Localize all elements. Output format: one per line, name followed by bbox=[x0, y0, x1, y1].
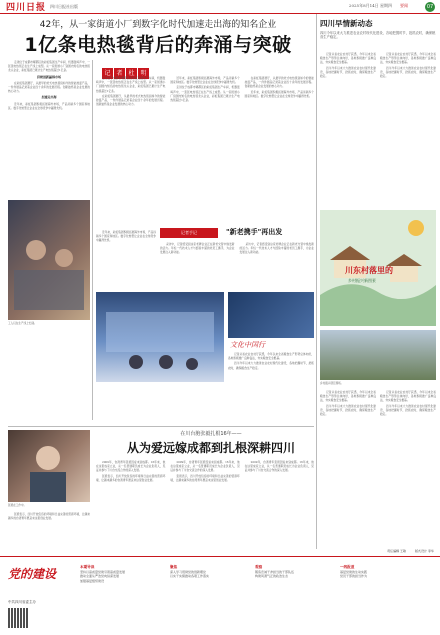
editor-name: 责任编辑 王敏 bbox=[387, 549, 407, 553]
feature-paragraph: 采访中，记者感受到这家老牌企业正在新老交替中焕发新的活力。年轻一代技术人才与经验丰富的老员工携手，为企业发展注入新动能。 bbox=[160, 242, 235, 255]
lead-paragraph: 在彩虹集团展厅，从最早的老式电热毯到如今的智能控温产品，一件件展品记录着企业四十余年的发展历程。创新始终是企业发展的核心动力。 bbox=[244, 76, 314, 89]
portrait-photo-icon bbox=[8, 430, 90, 502]
lead-paragraph: 近年来，彩虹集团积极拓展海外市场，产品远销多个国家和地区。数字化转型让企业在全球竞争中赢得先机。 bbox=[170, 76, 240, 85]
feature-text bbox=[160, 242, 314, 282]
lead-text-column bbox=[8, 60, 90, 190]
lead-headline: 1亿条电热毯背后的奔涌与突破 bbox=[24, 34, 292, 56]
designer-name: 版式设计 李华 bbox=[415, 549, 434, 553]
footer-item: 加强基层组织建设 bbox=[80, 578, 105, 583]
right-paragraph: 四川今年以来大力推进农业农村现代化建设，各地把握时节，抢抓农时，确保粮食生产稳定。 bbox=[320, 65, 376, 79]
footer-item: 构建风清气正的政治生态 bbox=[255, 574, 289, 578]
footer-column-4 bbox=[340, 565, 435, 579]
right-paragraph: 记者从省农业农村厅获悉，今年以来全省粮食生产形势总体向好，各地积极推广良种良法，夯实粮食安全根基。 bbox=[320, 52, 376, 65]
culture-text bbox=[228, 352, 314, 424]
lead-kicker: 42年，从一家街道小厂到数字化时代加速走出海的知名企业 bbox=[39, 20, 277, 30]
footer-column-1 bbox=[80, 565, 160, 583]
bottom-paragraph: 2009年，台湾青年张毅因爱来到成都。16年来，他在这里成家立业，从一名普通职员成长为企业负责人，见证并参与了川台交流合作的深入发展。 bbox=[170, 460, 240, 473]
right-story-title: 四川早情新动态 bbox=[320, 19, 373, 28]
right-story-header bbox=[320, 18, 436, 39]
footer-item: 坚持以高质量党建引领高质量发展 bbox=[80, 569, 126, 574]
right-story-text bbox=[320, 52, 436, 207]
byline bbox=[102, 60, 156, 77]
footer-item: 深入学习贯彻党的创新理论 bbox=[170, 569, 207, 574]
lead-paragraph: 走进位于成都市郫都区的彩虹集团生产车间，机器轰鸣声中，一张张电热毯正在生产线上成型。从一家街道小厂到国内知名的电热毯龙头企业，彩虹集团已累计生产电热毯超过1亿条。 bbox=[170, 85, 240, 103]
bottom-kicker: 在川台胞张毅扎根16年—— bbox=[180, 431, 242, 437]
footer-column-2 bbox=[170, 565, 245, 579]
footer-item: 基层党建的生动实践 bbox=[340, 569, 368, 574]
feature-tag: 记者手记 bbox=[160, 228, 218, 238]
bottom-paragraph: 2009年，台湾青年张毅因爱来到成都。16年来，他在这里成家立业，从一名普通职员成长为企业负责人，见证并参与了川台交流合作的深入发展。 bbox=[96, 460, 166, 473]
feature-title: "新老携手"再出发 bbox=[226, 228, 283, 236]
bottom-paragraph: 张毅表示，四川开放包容的环境和日益完善的营商环境，让越来越多的台湾青年愿意来这里创业发展。 bbox=[170, 473, 240, 482]
footer-item: 锻造忠诚干净担当的干部队伍 bbox=[255, 569, 295, 574]
bottom-paragraph: 2009年，台湾青年张毅因爱来到成都。16年来，他在这里成家立业，从一名普通职员成长为企业负责人，见证并参与了川台交流合作的深入发展。 bbox=[244, 460, 314, 473]
qr-code-icon bbox=[8, 608, 28, 628]
bottom-headline: 从为爱远嫁成都到扎根深耕四川 bbox=[126, 441, 295, 455]
bottom-paragraph: 张毅表示，四川开放包容的环境和日益完善的营商环境，让越来越多的台湾青年愿意来这里创业发展。 bbox=[8, 512, 90, 521]
issue-date: 2025年8月14日 星期四 bbox=[348, 3, 392, 8]
footer-item: 党员干部的担当作为 bbox=[340, 574, 368, 578]
footer-column-3 bbox=[255, 565, 330, 579]
lead-paragraph: 在彩虹集团展厅，从最早的老式电热毯到如今的智能控温产品，一件件展品记录着企业四十余年的发展历程。创新始终是企业发展的核心动力。 bbox=[96, 93, 166, 107]
exhibition-photo bbox=[96, 292, 224, 382]
section-divider bbox=[8, 426, 314, 427]
newspaper-logo: 四川日报 bbox=[6, 3, 47, 13]
lead-paragraph: 走进位于成都市郫都区的彩虹集团生产车间，机器轰鸣声中，一张张电热毯正在生产线上成型。从一家街道小厂到国内知名的电热毯龙头企业，彩虹集团已累计生产电热毯超过1亿条。 bbox=[96, 76, 166, 93]
bottom-photo-caption: 张毅在工作中。 bbox=[8, 504, 27, 507]
section-label: 要闻 bbox=[400, 3, 408, 8]
byline-char: 记 bbox=[102, 68, 113, 79]
lead-subheading: 加速走出海 bbox=[41, 95, 57, 100]
bottom-body-columns bbox=[96, 460, 314, 548]
footer-column-heading: 一线报道 bbox=[340, 565, 355, 569]
right-story-text-2 bbox=[320, 390, 436, 545]
lead-paragraph: 近年来，彩虹集团积极拓展海外市场，产品远销多个国家和地区。数字化转型让企业在全球竞争中赢得先机。 bbox=[96, 230, 156, 243]
byline-char: 者 bbox=[114, 68, 125, 79]
footer-item: 推动全面从严治党向纵深发展 bbox=[80, 574, 120, 578]
right-paragraph: 四川今年以来大力推进农业农村现代化建设，各地把握时节，抢抓农时，确保粮食生产稳定。 bbox=[380, 403, 436, 417]
display-photo bbox=[228, 292, 314, 338]
bottom-paragraph: 张毅表示，四川开放包容的环境和日益完善的营商环境，让越来越多的台湾青年愿意来这里创业发展。 bbox=[96, 473, 166, 482]
right-paragraph: 四川今年以来大力推进农业农村现代化建设，各地把握时节，抢抓农时，确保粮食生产稳定。 bbox=[380, 65, 436, 79]
right-story-summary: 四川今年以来大力推进农业农村现代化建设，各地把握时节，抢抓农时，确保粮食生产稳定。 bbox=[320, 31, 436, 39]
lead-subheading: 持续创新赢得市场 bbox=[36, 74, 61, 79]
right-paragraph: 四川今年以来大力推进农业农村现代化建设，各地把握时节，抢抓农时，确保粮食生产稳定。 bbox=[320, 403, 376, 417]
lead-body-columns bbox=[96, 76, 314, 224]
feature-paragraph: 采访中，记者感受到这家老牌企业正在新老交替中焕发新的活力。年轻一代技术人才与经验丰富的老员工携手，为企业发展注入新动能。 bbox=[239, 242, 314, 255]
culture-paragraph: 记者从省农业农村厅获悉，今年以来全省粮食生产形势总体向好，各地积极推广良种良法，夯实粮食安全根基。 bbox=[228, 352, 314, 361]
byline-char: 明 bbox=[138, 68, 149, 79]
right-paragraph: 记者从省农业农村厅获悉，今年以来全省粮食生产形势总体向好，各地积极推广良种良法，夯实粮食安全根基。 bbox=[320, 390, 376, 403]
column-divider bbox=[92, 60, 93, 420]
byline-char: 杜 bbox=[126, 68, 137, 79]
lead-photo bbox=[8, 200, 90, 320]
poster-subtitle: 乡村振兴新图景 bbox=[348, 278, 376, 283]
editor-credit bbox=[387, 549, 434, 553]
bottom-story-header bbox=[96, 430, 326, 456]
footer-qr-label: 中共四川省委主办 bbox=[8, 600, 36, 604]
culture-badge: 文化中国行 bbox=[230, 341, 265, 349]
footer-column-heading: 本期导读 bbox=[80, 565, 95, 569]
bottom-photo bbox=[8, 430, 90, 502]
right-photo-caption: 乡村振兴项目现场。 bbox=[320, 382, 344, 385]
lead-photo-caption: 工人们在生产线上忙碌。 bbox=[8, 322, 37, 325]
right-paragraph: 记者从省农业农村厅获悉，今年以来全省粮食生产形势总体向好，各地积极推广良种良法，夯实粮食安全根基。 bbox=[380, 390, 436, 403]
lead-paragraph: 走进位于成都市郫都区的彩虹集团生产车间，机器轰鸣声中，一张张电热毯正在生产线上成型。从一家街道小厂到国内知名的电热毯龙头企业，彩虹集团已累计生产电热毯超过1亿条。 bbox=[8, 60, 90, 73]
lead-paragraph: 近年来，彩虹集团积极拓展海外市场，产品远销多个国家和地区。数字化转型让企业在全球竞争中赢得先机。 bbox=[8, 101, 90, 110]
lead-paragraph: 在彩虹集团展厅，从最早的老式电热毯到如今的智能控温产品，一件件展品记录着企业四十余年的发展历程。创新始终是企业发展的核心动力。 bbox=[8, 80, 90, 94]
exhibition-photo-icon bbox=[96, 292, 224, 382]
column-divider bbox=[316, 14, 317, 549]
right-photo bbox=[320, 330, 436, 380]
lead-continued bbox=[96, 230, 156, 290]
footer-column-heading: 观察 bbox=[255, 565, 263, 569]
bottom-text-left bbox=[8, 512, 90, 550]
factory-photo-icon bbox=[8, 200, 90, 320]
page-number: 07 bbox=[426, 4, 434, 10]
footer-column-heading: 聚焦 bbox=[170, 565, 178, 569]
right-paragraph: 记者从省农业农村厅获悉，今年以来全省粮食生产形势总体向好，各地积极推广良种良法，夯实粮食安全根基。 bbox=[380, 52, 436, 65]
lead-paragraph: 近年来，彩虹集团积极拓展海外市场，产品远销多个国家和地区。数字化转型让企业在全球竞争中赢得先机。 bbox=[244, 89, 314, 98]
footer-brand: 党的建设 bbox=[8, 567, 57, 581]
poster-title: 川东村落里的 bbox=[345, 266, 393, 275]
culture-paragraph: 四川今年以来大力推进农业农村现代化建设，各地把握时节，抢抓农时，确保粮食生产稳定。 bbox=[228, 361, 314, 370]
footer-item: 以实干实绩推动各项工作落实 bbox=[170, 574, 210, 578]
masthead-subtitle: 四川日报社出版 bbox=[50, 3, 79, 9]
